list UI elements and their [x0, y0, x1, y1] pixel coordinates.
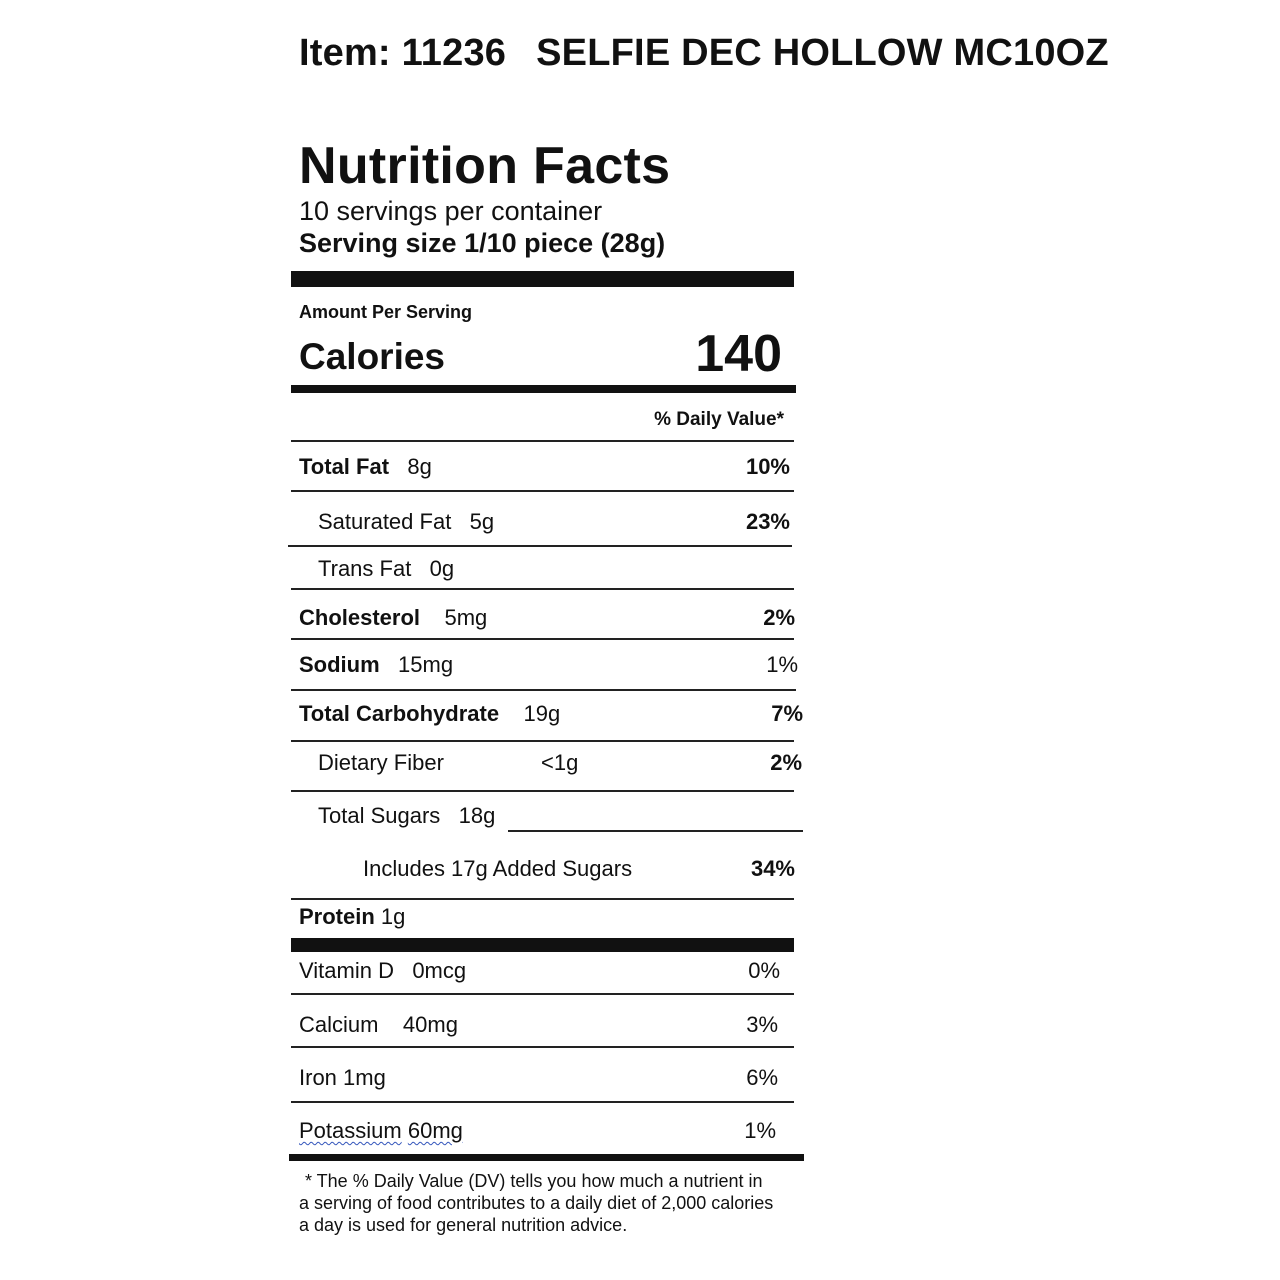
total-sugars-label: Total Sugars: [318, 803, 441, 828]
sodium-amount: 15mg: [398, 652, 454, 677]
amount-per-serving: Amount Per Serving: [299, 302, 473, 322]
vitamin-d-row: [299, 958, 466, 984]
protein-row: [299, 904, 405, 930]
total-fat-label: Total Fat: [299, 454, 390, 479]
thick-divider-top: [291, 271, 794, 287]
vitamin-d-amount: 0mcg: [412, 958, 467, 983]
divider: [291, 490, 794, 492]
medium-divider-calories: [291, 385, 796, 393]
added-sugars-label: Includes 17g Added Sugars: [363, 856, 633, 881]
total-fat-row: [299, 454, 432, 480]
calories-label: Calories: [299, 336, 446, 377]
potassium-dv: 1%: [744, 1118, 776, 1143]
cholesterol-dv: 2%: [763, 605, 795, 630]
trans-fat-row: [318, 556, 454, 582]
divider: [291, 588, 794, 590]
calories-value: 140: [695, 325, 782, 383]
sodium-row: [299, 652, 453, 678]
total-carbohydrate-label: Total Carbohydrate: [299, 701, 500, 726]
servings-per-container: 10 servings per container: [299, 196, 603, 226]
potassium-row: [299, 1118, 463, 1144]
dietary-fiber-amount: <1g: [541, 750, 579, 775]
divider: [291, 1046, 794, 1048]
total-sugars-row: [318, 803, 495, 829]
added-sugars-dv: 34%: [750, 856, 795, 881]
divider: [291, 440, 794, 442]
serving-size: Serving size 1/10 piece (28g): [299, 228, 666, 258]
medium-divider-footnote: [289, 1154, 804, 1161]
vitamin-d-label: Vitamin D: [299, 958, 394, 983]
footnote-line-2: a serving of food contributes to a daily diet of 2,000 calories: [299, 1193, 774, 1213]
divider: [291, 993, 794, 995]
calcium-amount: 40mg: [402, 1012, 458, 1037]
saturated-fat-dv: 23%: [745, 509, 790, 534]
potassium-label: Potassium: [299, 1118, 402, 1143]
trans-fat-amount: 0g: [429, 556, 455, 581]
divider: [291, 790, 794, 792]
sodium-label: Sodium: [299, 652, 380, 677]
iron-row: [299, 1065, 386, 1091]
total-carbohydrate-row: [299, 701, 560, 727]
item-number: 11236: [401, 32, 507, 74]
saturated-fat-row: [318, 509, 494, 535]
trans-fat-label: Trans Fat: [318, 556, 412, 581]
sodium-dv: 1%: [766, 652, 798, 677]
daily-value-footnote: [299, 1170, 799, 1236]
iron-label: Iron: [299, 1065, 337, 1090]
divider: [291, 740, 794, 742]
footnote-line-3: a day is used for general nutrition advice.: [299, 1215, 628, 1235]
protein-label: Protein: [299, 904, 375, 929]
dietary-fiber-label: Dietary Fiber: [318, 750, 444, 775]
item-header: [299, 32, 1109, 75]
divider: [288, 545, 792, 547]
vitamin-d-dv: 0%: [748, 958, 780, 983]
saturated-fat-label: Saturated Fat: [318, 509, 452, 534]
total-carbohydrate-amount: 19g: [523, 701, 561, 726]
saturated-fat-amount: 5g: [469, 509, 495, 534]
item-name: SELFIE DEC HOLLOW MC10OZ: [536, 32, 1109, 74]
potassium-amount: 60mg: [407, 1118, 463, 1143]
divider: [291, 1101, 794, 1103]
total-carbohydrate-dv: 7%: [771, 701, 803, 726]
total-fat-dv: 10%: [745, 454, 790, 479]
iron-amount: 1mg: [343, 1065, 386, 1090]
dietary-fiber-dv: 2%: [770, 750, 802, 775]
item-label: Item:: [299, 32, 391, 74]
nutrition-facts-title: Nutrition Facts: [299, 137, 671, 195]
cholesterol-row: [299, 605, 487, 631]
added-sugars-row: [363, 856, 632, 882]
divider: [291, 689, 796, 691]
divider: [508, 830, 803, 832]
dietary-fiber-row: [318, 750, 444, 776]
daily-value-header: % Daily Value*: [654, 409, 784, 430]
calcium-dv: 3%: [746, 1012, 778, 1037]
divider: [291, 638, 794, 640]
calcium-label: Calcium: [299, 1012, 379, 1037]
thick-divider-vitamins: [291, 938, 794, 952]
protein-amount: 1g: [380, 904, 406, 929]
divider: [291, 898, 794, 900]
footnote-line-1: * The % Daily Value (DV) tells you how much a nutrient in: [305, 1171, 763, 1191]
total-sugars-amount: 18g: [458, 803, 496, 828]
iron-dv: 6%: [746, 1065, 778, 1090]
cholesterol-amount: 5mg: [444, 605, 488, 630]
calcium-row: [299, 1012, 458, 1038]
cholesterol-label: Cholesterol: [299, 605, 421, 630]
total-fat-amount: 8g: [407, 454, 432, 479]
